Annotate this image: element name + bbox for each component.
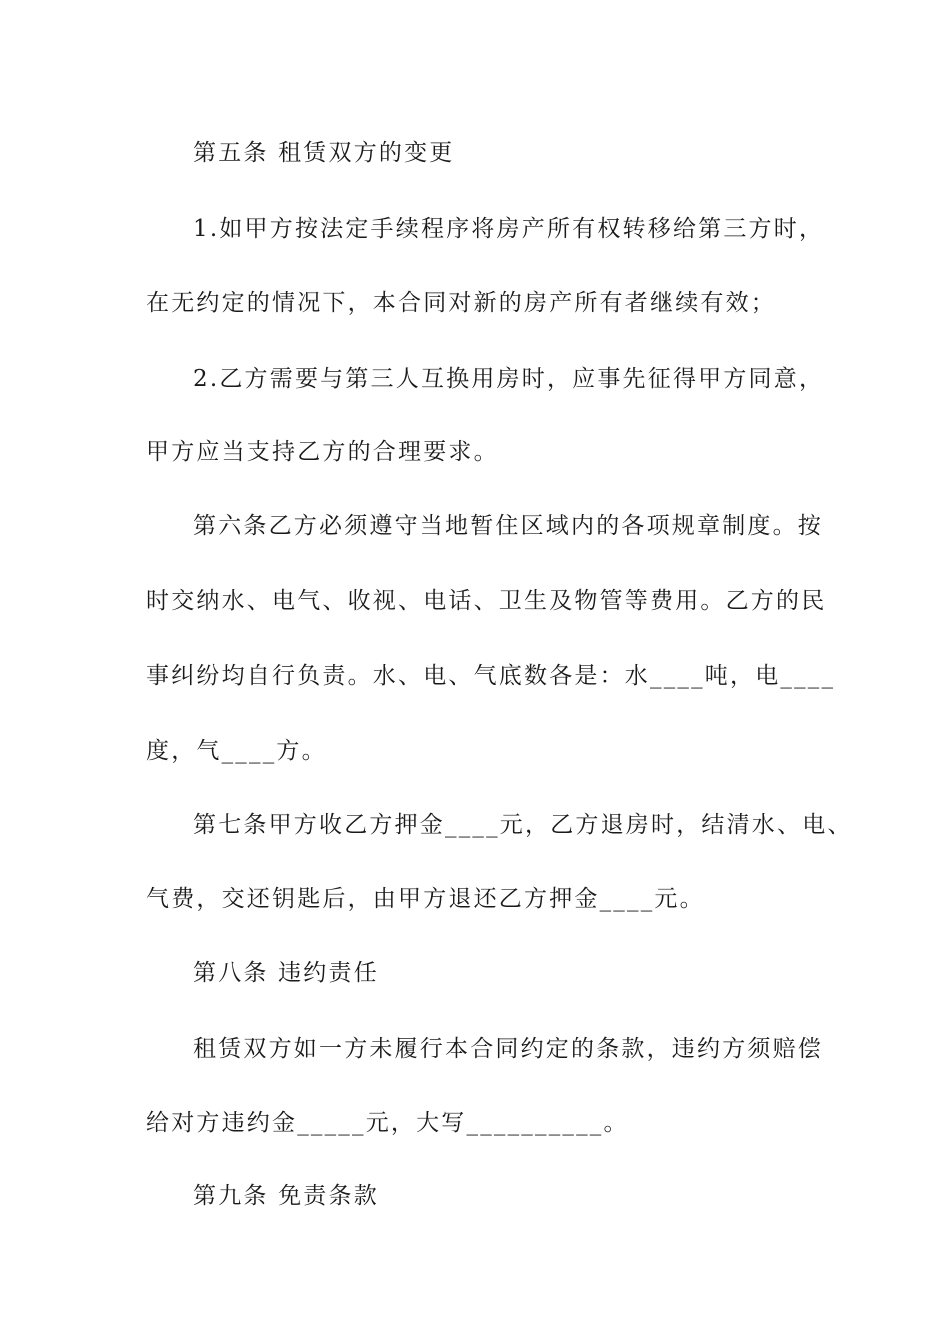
article-9-heading: 第九条 免责条款 <box>193 1183 379 1209</box>
article-5-item-1: 1.如甲方按法定手续程序将房产所有权转移给第三方时， <box>193 216 825 242</box>
article-7-line-2: 气费，交还钥匙后，由甲方退还乙方押金____元。 <box>146 886 705 912</box>
article-6-line-2: 时交纳水、电气、收视、电话、卫生及物管等费用。乙方的民 <box>146 588 827 614</box>
article-6-line-3: 事纠纷均自行负责。水、电、气底数各是：水____吨，电____ <box>146 663 836 689</box>
article-8-heading: 第八条 违约责任 <box>193 960 379 986</box>
article-5-item-1-cont: 在无约定的情况下，本合同对新的房产所有者继续有效； <box>146 290 776 316</box>
article-5-heading: 第五条 租赁双方的变更 <box>193 140 455 166</box>
article-5-item-2-cont: 甲方应当支持乙方的合理要求。 <box>146 439 499 465</box>
article-5-item-2: 2.乙方需要与第三人互换用房时，应事先征得甲方同意， <box>193 366 825 392</box>
article-6-line-4: 度，气____方。 <box>146 738 327 764</box>
article-8-line-1: 租赁双方如一方未履行本合同约定的条款，违约方须赔偿 <box>193 1036 823 1062</box>
article-7-line-1: 第七条甲方收乙方押金____元，乙方退房时，结清水、电、 <box>193 812 853 838</box>
article-6-line-1: 第六条乙方必须遵守当地暂住区域内的各项规章制度。按 <box>193 513 823 539</box>
article-8-line-2: 给对方违约金_____元，大写__________。 <box>146 1110 629 1136</box>
